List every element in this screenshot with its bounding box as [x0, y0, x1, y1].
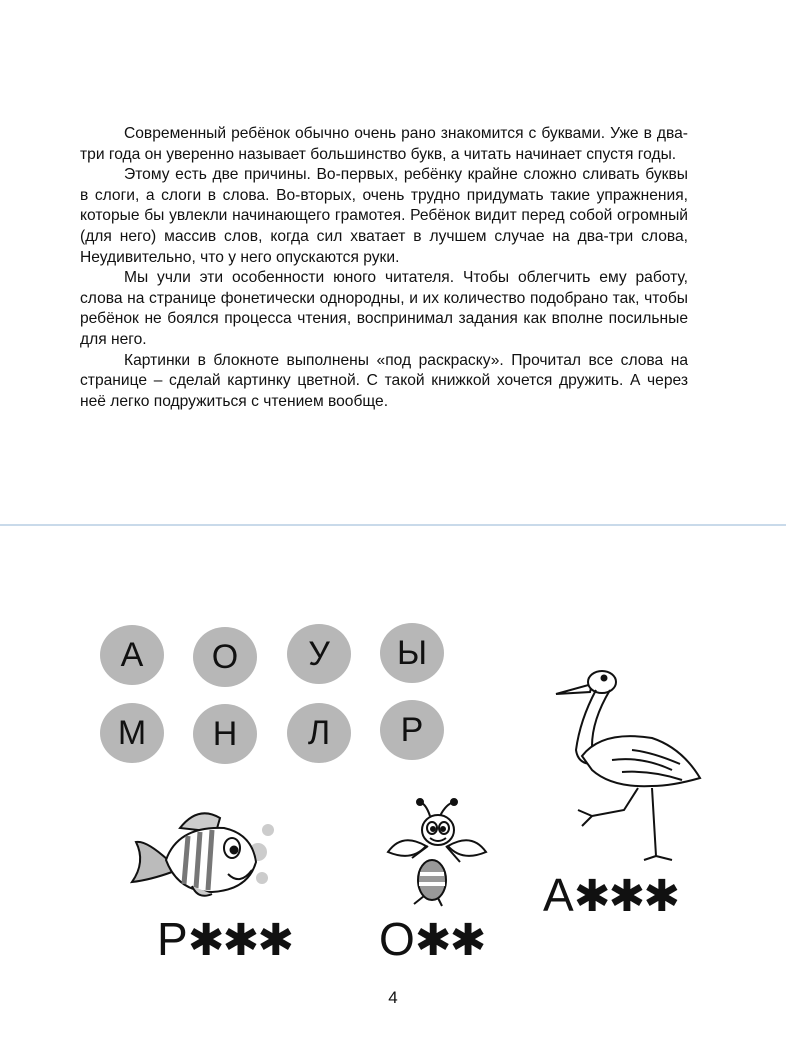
letter-circle: Р [380, 700, 444, 760]
letter-circle: Л [287, 703, 351, 763]
paragraph: Этому есть две причины. Во-первых, ребёнку крайне сложно сливать буквы в слоги, а слоги в слова. Во-вторых, очень трудно придумать такие упражнения, которые бы увлекли начинающего грамотея. Ребёнок видит перед собой огромный (для него) массив слов, когда сил хватает в лучшем случае на два-три слова, Неудивительно, что у него опускаются руки. [80, 166, 688, 266]
word-letter: Р [157, 913, 188, 965]
letter-circle: А [100, 625, 164, 685]
paragraph: Современный ребёнок обычно очень рано знакомится с буквами. Уже в два-три года он уверенно называет большинство букв, а читать начинает спустя годы. [80, 125, 688, 163]
word-stork [543, 869, 679, 921]
section-divider [0, 524, 786, 526]
letter-circle: Н [193, 704, 257, 764]
bee-illustration [382, 796, 492, 906]
letter-circle: О [193, 627, 257, 687]
word-letter: А [543, 869, 574, 921]
word-letter: О [379, 913, 415, 965]
word-fish [157, 913, 293, 965]
page-number: 4 [388, 988, 398, 1007]
word-stars: ✱✱ [414, 916, 485, 965]
paragraph: Картинки в блокноте выполнены «под раскраску». Прочитал все слова на странице – сделай картинку цветной. С такой книжкой хочется дружить. А через неё легко подружиться с чтением вообще. [80, 351, 688, 410]
intro-text [80, 124, 688, 412]
stork-illustration [552, 660, 712, 865]
word-stars: ✱✱✱ [187, 916, 293, 965]
paragraph: Мы учли эти особенности юного читателя. Чтобы облегчить ему работу, слова на странице фонетически однородны, и их количество подобрано так, чтобы ребёнок не боялся процесса чтения, воспринимал задания как вполне посильные для него. [80, 269, 688, 348]
letter-circle: У [287, 624, 351, 684]
letter-circle: Ы [380, 623, 444, 683]
word-stars: ✱✱✱ [573, 872, 679, 921]
letter-circle: М [100, 703, 164, 763]
word-bee [379, 913, 485, 965]
fish-illustration [128, 800, 288, 905]
